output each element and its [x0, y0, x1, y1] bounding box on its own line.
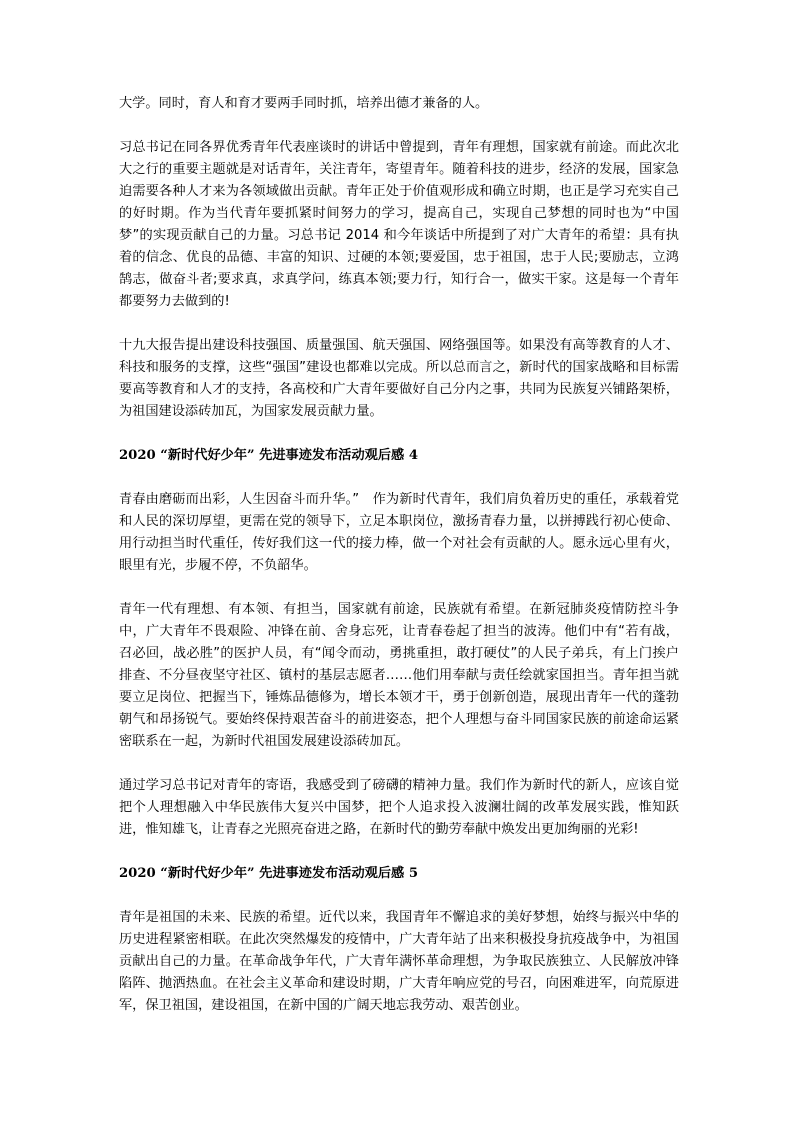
paragraph-youth-mission: 青春由磨砺而出彩，人生因奋斗而升华。” 作为新时代青年，我们肩负着历史的重任，承载着党和人民的深切厚望，更需在党的领导下，立足本职岗位，激扬青春力量，以拼搏践行初心使命、用行动担当时代重任，传好我们这一代的接力棒，做一个对社会有贡献的人。愿永远心里有火，眼里有光，步履不停，不负韶华。: [119, 492, 679, 573]
section-heading-4: 2020 “新时代好少年” 先进事迹发布活动观后感 4: [119, 448, 419, 463]
paragraph-spiritual-power: 通过学习总书记对青年的寄语，我感受到了磅礴的精神力量。我们作为新时代的新人，应该自觉把个人理想融入中华民族伟大复兴中国梦，把个人追求投入波澜壮阔的改革发展实践，惟知跃进，惟知雄飞，让青春之光照亮奋进之路，在新时代的勤劳奉献中焕发出更加绚丽的光彩!: [119, 778, 679, 837]
paragraph-intro-tail: 大学。同时，育人和育才要两手同时抓，培养出德才兼备的人。: [119, 96, 489, 111]
paragraph-strong-nation: 十九大报告提出建设科技强国、质量强国、航天强国、网络强国等。如果没有高等教育的人才、科技和服务的支撑，这些“强国”建设也都难以完成。所以总而言之，新时代的国家战略和目标需要高等教育和人才的支持，各高校和广大青年要做好自己分内之事，共同为民族复兴铺路架桥，为祖国建设添砖加瓦，为国家发展贡献力量。: [119, 338, 679, 419]
paragraph-pandemic-youth: 青年一代有理想、有本领、有担当，国家就有前途，民族就有希望。在新冠肺炎疫情防控斗争中，广大青年不畏艰险、冲锋在前、舍身忘死，让青春卷起了担当的波涛。他们中有“若有战，召必回，战必胜”的医护人员，有“闻令而动，勇挑重担，敢打硬仗”的人民子弟兵，有上门挨户排查、不分昼夜坚守社区、镇村的基层志愿者……他们用奉献与责任绘就家国担当。青年担当就要立足岗位、把握当下，锤炼品德修为，增长本领才干，勇于创新创造，展现出青年一代的蓬勃朝气和昂扬锐气。要始终保持艰苦奋斗的前进姿态，把个人理想与奋斗同国家民族的前途命运紧密联系在一起，为新时代祖国发展建设添砖加瓦。: [119, 602, 679, 749]
document-page: [119, 93, 679, 1039]
paragraph-youth-ideals: 习总书记在同各界优秀青年代表座谈时的讲话中曾提到，青年有理想，国家就有前途。而此次北大之行的重要主题就是对话青年，关注青年，寄望青年。随着科技的进步，经济的发展，国家急迫需要各种人才来为各领域做出贡献。青年正处于价值观形成和确立时期，也正是学习充实自己的好时期。作为当代青年要抓紧时间努力的学习，提高自己，实现自己梦想的同时也为“中国梦”的实现贡献自己的力量。习总书记 2014 和今年谈话中所提到了对广大青年的希望：具有执着的信念、优良的品德、丰富的知识、过硬的本领;要爱国，忠于祖国，忠于人民;要励志，立鸿鹄志，做奋斗者;要求真，求真学问，练真本领;要力行，知行合一，做实干家。这是每一个青年都要努力去做到的!: [119, 140, 679, 309]
paragraph-youth-future: 青年是祖国的未来、民族的希望。近代以来，我国青年不懈追求的美好梦想，始终与振兴中华的历史进程紧密相联。在此次突然爆发的疫情中，广大青年站了出来积极投身抗疫战争中，为祖国贡献出自己的力量。在革命战争年代，广大青年满怀革命理想，为争取民族独立、人民解放冲锋陷阵、抛洒热血。在社会主义革命和建设时期，广大青年响应党的号召，向困难进军，向荒原进军，保卫祖国，建设祖国，在新中国的广阔天地忘我劳动、艰苦创业。: [119, 910, 679, 1013]
section-heading-5: 2020 “新时代好少年” 先进事迹发布活动观后感 5: [119, 866, 419, 881]
